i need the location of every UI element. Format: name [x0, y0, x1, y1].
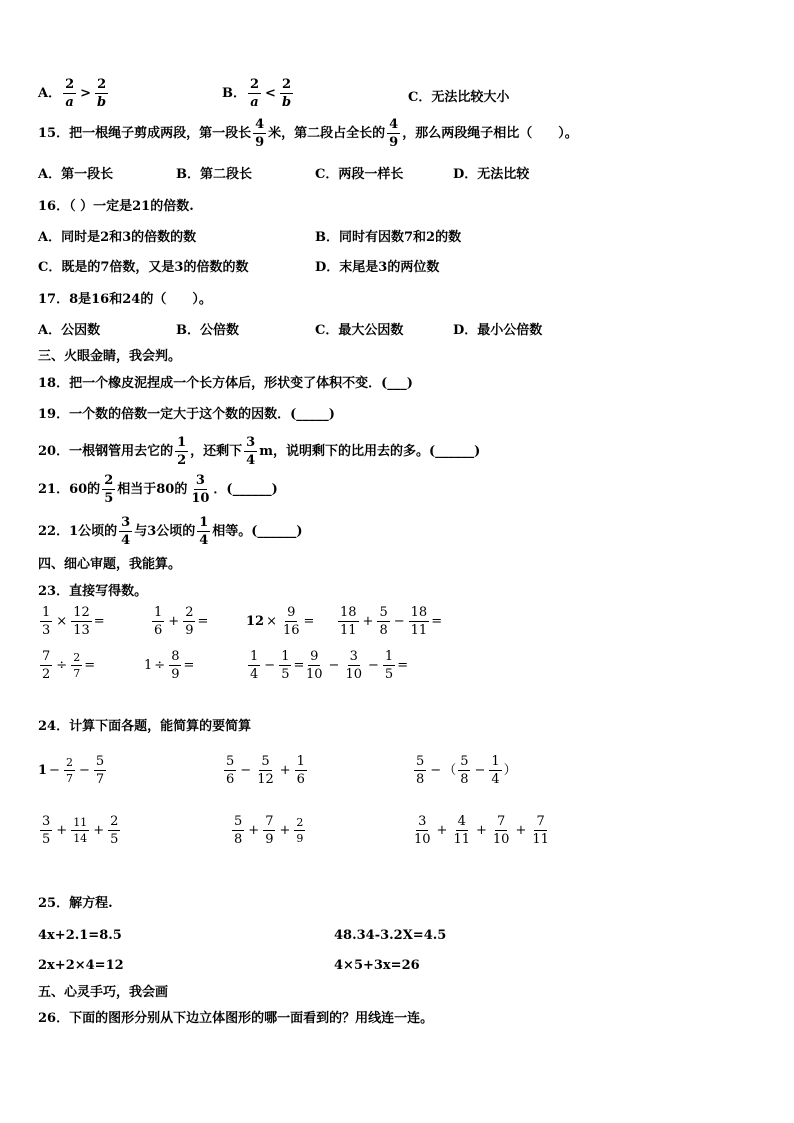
q16-option-a[interactable]: A．同时是2和3的倍数的数 [38, 230, 197, 245]
q15-option-b[interactable]: B．第二段长 [176, 167, 252, 182]
q15-stem: 15．把一根绳子剪成两段，第一段长 $\frac{4}{9}$ 米，第二段占全长的 $\frac{4}{9}$ ，那么两段绳子相比（ ）。 [38, 117, 578, 150]
q18: 18．把一个橡皮泥捏成一个长方体后，形状变了体积不变．(___) [38, 376, 413, 391]
q24-expr-3: $\frac{5}{8}$ − （ $\frac{5}{8}$ − $\frac{1}{4}$ ） [416, 754, 517, 787]
q23-expr-8: $\frac{9}{10}$ − $\frac{3}{10}$ − $\frac{1}{5}$ = [306, 649, 409, 682]
q14-option-a[interactable]: A． $\frac{2}{a}$ > $\frac{2}{b}$ [38, 77, 107, 110]
q23-expr-1: $\frac{1}{3}$ × $\frac{12}{13}$ = [42, 605, 105, 638]
q17-option-a[interactable]: A．公因数 [38, 323, 101, 338]
q25-equation-4: 4×5+3x=26 [334, 958, 420, 973]
q15-option-c[interactable]: C．两段一样长 [315, 167, 404, 182]
q17-option-c[interactable]: C．最大公因数 [315, 323, 404, 338]
q17-stem: 17．8是16和24的（ ）。 [38, 292, 212, 307]
q24-expr-1: 1 − $\frac{2}{7}$ − $\frac{5}{7}$ [38, 754, 105, 787]
q19: 19．一个数的倍数一定大于这个数的因数．(_____) [38, 407, 335, 422]
q25-equation-2: 48.34-3.2X=4.5 [334, 928, 447, 943]
q23-expr-2: $\frac{1}{6}$ + $\frac{2}{9}$ = [154, 605, 209, 638]
q15-option-a[interactable]: A．第一段长 [38, 167, 114, 182]
section-5-title: 五、心灵手巧，我会画 [38, 985, 169, 1000]
q24-expr-6: $\frac{3}{10}$ + $\frac{4}{11}$ + $\frac{7}{10}$ + $\frac{7}{11}$ [414, 814, 549, 847]
q23-expr-6: 1 ÷ $\frac{8}{9}$ = [144, 649, 195, 682]
q16-option-c[interactable]: C．既是的7倍数，又是3的倍数的数 [38, 260, 249, 275]
q16-option-d[interactable]: D．末尾是3的两位数 [315, 260, 440, 275]
section-3-title: 三、火眼金睛，我会判。 [38, 349, 182, 364]
q26: 26．下面的图形分别从下边立体图形的哪一面看到的？用线连一连。 [38, 1011, 434, 1026]
q24-title: 24．计算下面各题，能简算的要简算 [38, 719, 252, 734]
q16-option-b[interactable]: B．同时有因数7和2的数 [315, 230, 462, 245]
q23-expr-4: $\frac{18}{11}$ + $\frac{5}{8}$ − $\frac{18}{11}$ = [340, 605, 443, 638]
q15-option-d[interactable]: D．无法比较 [453, 167, 530, 182]
fraction: $\frac{2}{a}$ [65, 77, 75, 110]
q23-expr-3: 12 × $\frac{9}{16}$ = [246, 605, 315, 638]
q23-expr-7: $\frac{1}{4}$ − $\frac{1}{5}$ = [250, 649, 305, 682]
q24-expr-4: $\frac{3}{5}$ + $\frac{11}{14}$ + $\frac{2}{5}$ [42, 814, 119, 847]
q17-option-b[interactable]: B．公倍数 [176, 323, 239, 338]
q24-expr-5: $\frac{5}{8}$ + $\frac{7}{9}$ + $\frac{2}{9}$ [234, 814, 304, 847]
q25-title: 25．解方程. [38, 896, 113, 911]
q22: 22．1公顷的 $\frac{3}{4}$ 与3公顷的 $\frac{1}{4}$ 相等。(______) [38, 515, 303, 548]
q25-equation-1: 4x+2.1=8.5 [38, 928, 122, 943]
fraction: $\frac{2}{b}$ [281, 77, 292, 110]
q14-option-b[interactable]: B． $\frac{2}{a}$ < $\frac{2}{b}$ [222, 77, 292, 110]
q24-expr-2: $\frac{5}{6}$ − $\frac{5}{12}$ + $\frac{1}{6}$ [226, 754, 305, 787]
q25-equation-3: 2x+2×4=12 [38, 958, 124, 973]
section-4-title: 四、细心审题，我能算。 [38, 557, 182, 572]
q14-option-c[interactable]: C．无法比较大小 [408, 90, 510, 105]
q23-title: 23．直接写得数。 [38, 584, 148, 599]
fraction: $\frac{2}{b}$ [97, 77, 107, 110]
q16-stem: 16．（ ）一定是21的倍数. [38, 199, 194, 214]
q20: 20．一根钢管用去它的 $\frac{1}{2}$ ，还剩下 $\frac{3}{4}$ m，说明剩下的比用去的多。(______) [38, 435, 481, 468]
q23-expr-5: $\frac{7}{2}$ ÷ $\frac{2}{7}$ = [42, 649, 96, 682]
q21: 21．60的 $\frac{2}{5}$ 相当于80的 $\frac{3}{10}$ ．(______) [38, 473, 278, 506]
q17-option-d[interactable]: D．最小公倍数 [453, 323, 543, 338]
fraction: $\frac{2}{a}$ [250, 77, 260, 110]
